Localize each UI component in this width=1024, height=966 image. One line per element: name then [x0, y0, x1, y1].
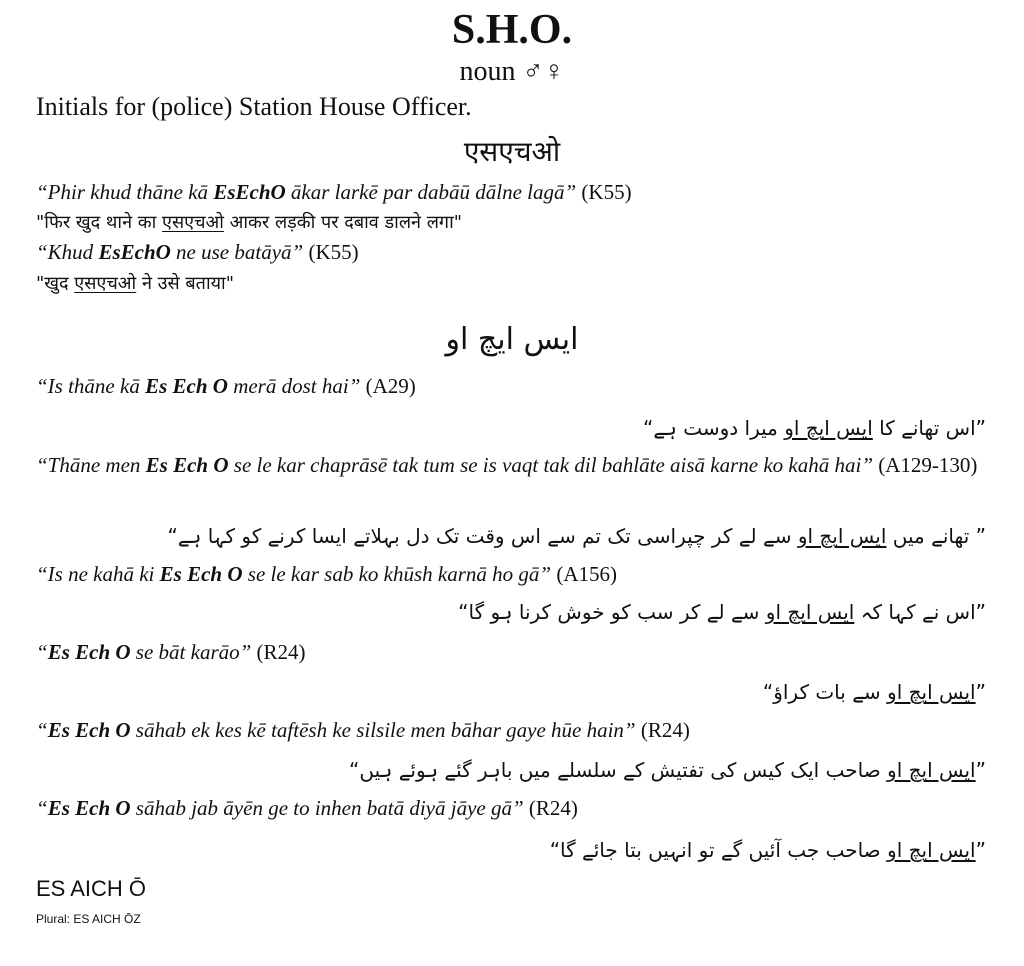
example-roman: “Khud EsEchO ne use batāyā” (K55)	[36, 240, 359, 264]
urdu-headword: ایس ایچ او	[445, 322, 579, 357]
example-roman: “Es Ech O sāhab jab āyēn ge to inhen batā diyā jāye gā” (R24)	[36, 796, 578, 820]
part-of-speech: noun ♂♀	[459, 56, 565, 87]
example-urdu: ” تھانے میں ایس ایچ او سے لے کر چپراسی تک تم سے اس وقت تک دل بہلاتے ایسا کرنے کو کہا ہے“	[167, 524, 986, 548]
example-roman: “Thāne men Es Ech O se le kar chaprāsē tak tum se is vaqt tak dil bahlāte aisā karne ko kahā hai” (A129-130)	[36, 453, 978, 477]
example-urdu: ”ایس ایچ او صاحب ایک کیس کی تفتیش کے سلسلے میں باہر گئے ہوئے ہیں“	[349, 758, 986, 782]
example-roman: “Is ne kahā ki Es Ech O se le kar sab ko khūsh karnā ho gā” (A156)	[36, 562, 617, 586]
example-roman: “Phir khud thāne kā EsEchO ākar larkē par dabāū dālne lagā” (K55)	[36, 180, 632, 204]
example-hindi: "खुद एसएचओ ने उसे बताया"	[36, 273, 234, 294]
example-roman: “Is thāne kā Es Ech O merā dost hai” (A29)	[36, 374, 416, 398]
example-urdu: ”اس تھانے کا ایس ایچ او میرا دوست ہے“	[643, 416, 986, 440]
example-urdu: ”ایس ایچ او صاحب جب آئیں گے تو انہیں بتا جائے گا“	[549, 838, 986, 862]
headword: S.H.O.	[451, 7, 573, 53]
example-hindi: "फिर खुद थाने का एसएचओ आकर लड़की पर दबाव डालने लगा"	[36, 212, 463, 233]
definition: Initials for (police) Station House Officer.	[36, 92, 472, 121]
transliteration: ES AICH Ō	[36, 876, 147, 901]
example-roman: “Es Ech O sāhab ek kes kē taftēsh ke silsile men bāhar gaye hūe hain” (R24)	[36, 718, 690, 742]
plural-form: Plural: ES AICH ŌZ	[36, 912, 141, 926]
example-roman: “Es Ech O se bāt karāo” (R24)	[36, 640, 306, 664]
example-urdu: ”ایس ایچ او سے بات کراؤ“	[762, 680, 986, 704]
example-urdu: ”اس نے کہا کہ ایس ایچ او سے لے کر سب کو خوش کرنا ہو گا“	[458, 600, 986, 624]
hindi-headword: एसएचओ	[463, 135, 561, 168]
